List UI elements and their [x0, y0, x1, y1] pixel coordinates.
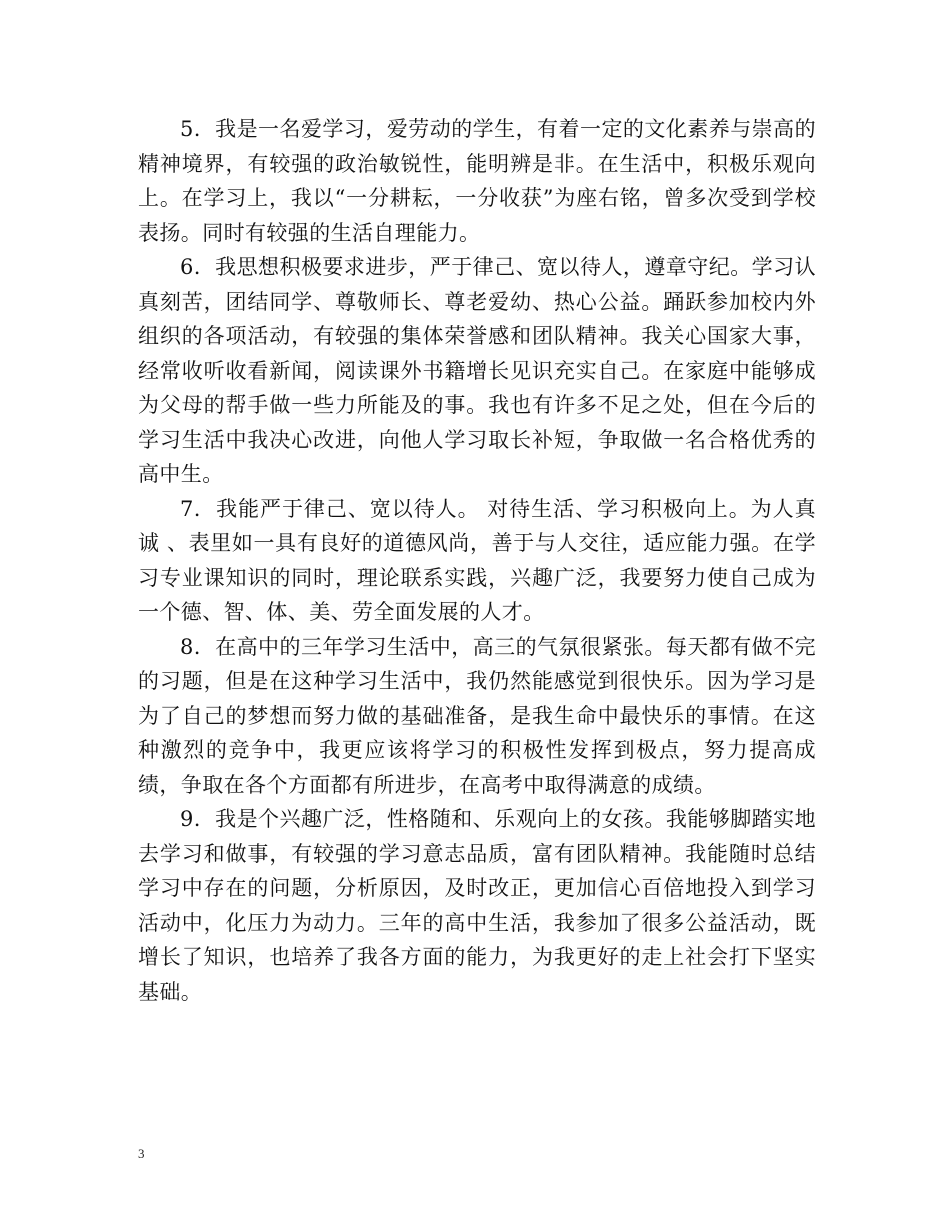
paragraph-5 [138, 112, 816, 250]
document-body [138, 112, 816, 1009]
paragraph-text: 我是个兴趣广泛，性格随和、乐观向上的女孩。我能够脚踏实地去学习和做事，有较强的学习意志品质，富有团队精神。我能随时总结学习中存在的问题，分析原因，及时改正，更加信心百倍地投入到学习活动中，化压力为动力。三年的高中生活，我参加了很多公益活动，既增长了知识，也培养了我各方面的能力，为我更好的走上社会打下坚实基础。 [138, 807, 816, 1004]
page-number: 3 [138, 1146, 145, 1161]
paragraph-text: 我思想积极要求进步，严于律己、宽以待人，遵章守纪。学习认真刻苦，团结同学、尊敬师长、尊老爱幼、热心公益。踊跃参加校内外组织的各项活动，有较强的集体荣誉感和团队精神。我关心国家大事，经常收听收看新闻，阅读课外书籍增长见识充实自己。在家庭中能够成为父母的帮手做一些力所能及的事。我也有许多不足之处，但在今后的学习生活中我决心改进，向他人学习取长补短，争取做一名合格优秀的高中生。 [138, 255, 816, 486]
paragraph-text: 我能严于律己、宽以待人。 对待生活、学习积极向上。为人真诚 、表里如一具有良好的道德风尚，善于与人交往，适应能力强。在学习专业课知识的同时，理论联系实践，兴趣广泛，我要努力使自己成为一个德、智、体、美、劳全面发展的人才。 [138, 496, 816, 624]
paragraph-7 [138, 492, 816, 630]
paragraph-number: 9. [180, 807, 201, 831]
paragraph-number: 7. [180, 496, 201, 521]
paragraph-8 [138, 630, 816, 803]
paragraph-6 [138, 250, 816, 492]
paragraph-text: 在高中的三年学习生活中，高三的气氛很紧张。每天都有做不完的习题，但是在这种学习生活中，我仍然能感觉到很快乐。因为学习是为了自己的梦想而努力做的基础准备，是我生命中最快乐的事情。在这种激烈的竞争中，我更应该将学习的积极性发挥到极点，努力提高成绩，争取在各个方面都有所进步，在高考中取得满意的成绩。 [138, 634, 816, 797]
paragraph-number: 5. [180, 117, 201, 141]
paragraph-number: 8. [180, 634, 201, 659]
paragraph-9 [138, 802, 816, 1009]
paragraph-number: 6. [180, 255, 201, 279]
paragraph-text: 我是一名爱学习，爱劳动的学生，有着一定的文化素养与崇高的精神境界，有较强的政治敏锐性，能明辨是非。在生活中，积极乐观向上。在学习上，我以“一分耕耘，一分收获”为座右铭，曾多次受到学校表扬。同时有较强的生活自理能力。 [138, 117, 816, 245]
